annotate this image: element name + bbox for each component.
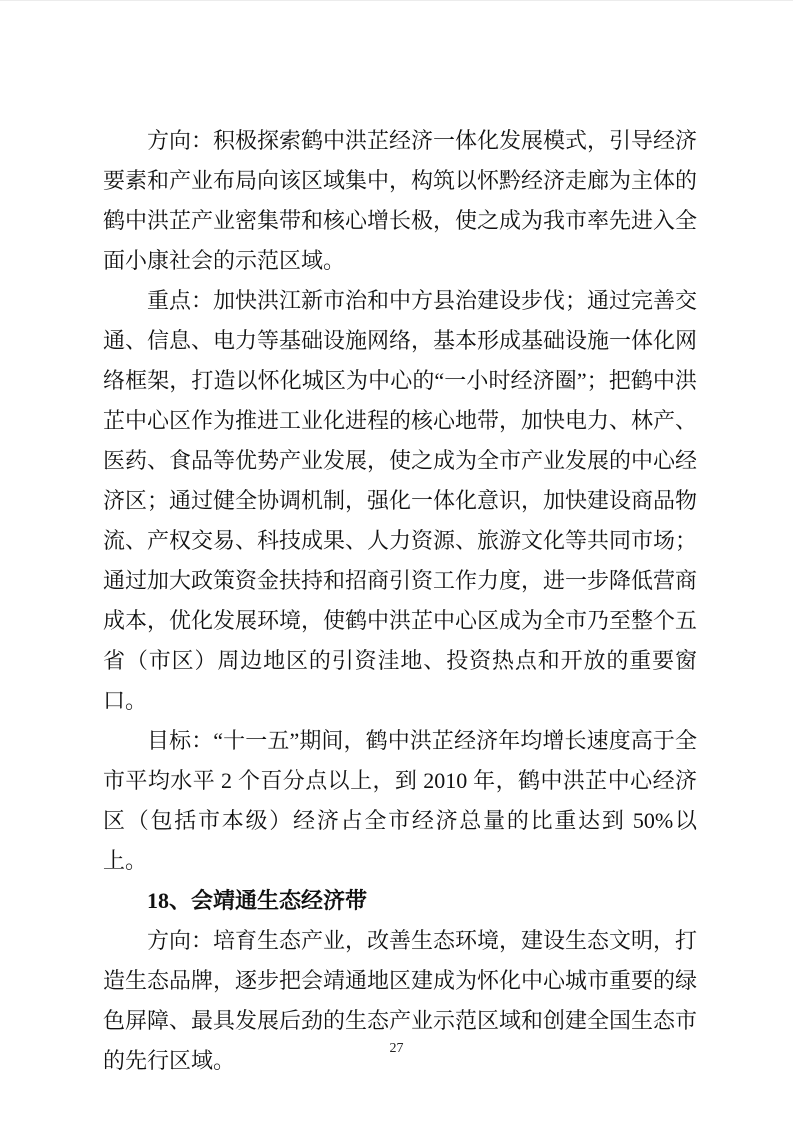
page-footer	[0, 1039, 793, 1058]
page-number: 27	[389, 1041, 404, 1056]
page-content	[103, 121, 697, 1081]
paragraph-direction-hezhonghongzhi: 方向：积极探索鹤中洪芷经济一体化发展模式，引导经济要素和产业布局向该区域集中，构筑以怀黔经济走廊为主体的鹤中洪芷产业密集带和核心增长极，使之成为我市率先进入全面小康社会的示范区域。	[103, 128, 698, 273]
section-18-heading: 18、会靖通生态经济带	[147, 888, 368, 913]
paragraph-direction-huijingtong: 方向：培育生态产业，改善生态环境，建设生态文明，打造生态品牌，逐步把会靖通地区建成为怀化中心城市重要的绿色屏障、最具发展后劲的生态产业示范区域和创建全国生态市的先行区域。	[103, 928, 698, 1073]
paragraph-goal: 目标：“十一五”期间，鹤中洪芷经济年均增长速度高于全市平均水平 2 个百分点以上，到 2010 年，鹤中洪芷中心经济区（包括市本级）经济占全市经济总量的比重达到 50%以上。	[103, 728, 697, 873]
paragraph-key-points: 重点：加快洪江新市治和中方县治建设步伐；通过完善交通、信息、电力等基础设施网络，基本形成基础设施一体化网络框架，打造以怀化城区为中心的“一小时经济圈”；把鹤中洪芷中心区作为推进工业化进程的核心地带，加快电力、林产、医药、食品等优势产业发展，使之成为全市产业发展的中心经济区；通过健全协调机制，强化一体化意识，加快建设商品物流、产权交易、科技成果、人力资源、旅游文化等共同市场；通过加大政策资金扶持和招商引资工作力度，进一步降低营商成本，优化发展环境，使鹤中洪芷中心区成为全市乃至整个五省（市区）周边地区的引资洼地、投资热点和开放的重要窗口。	[103, 288, 698, 713]
